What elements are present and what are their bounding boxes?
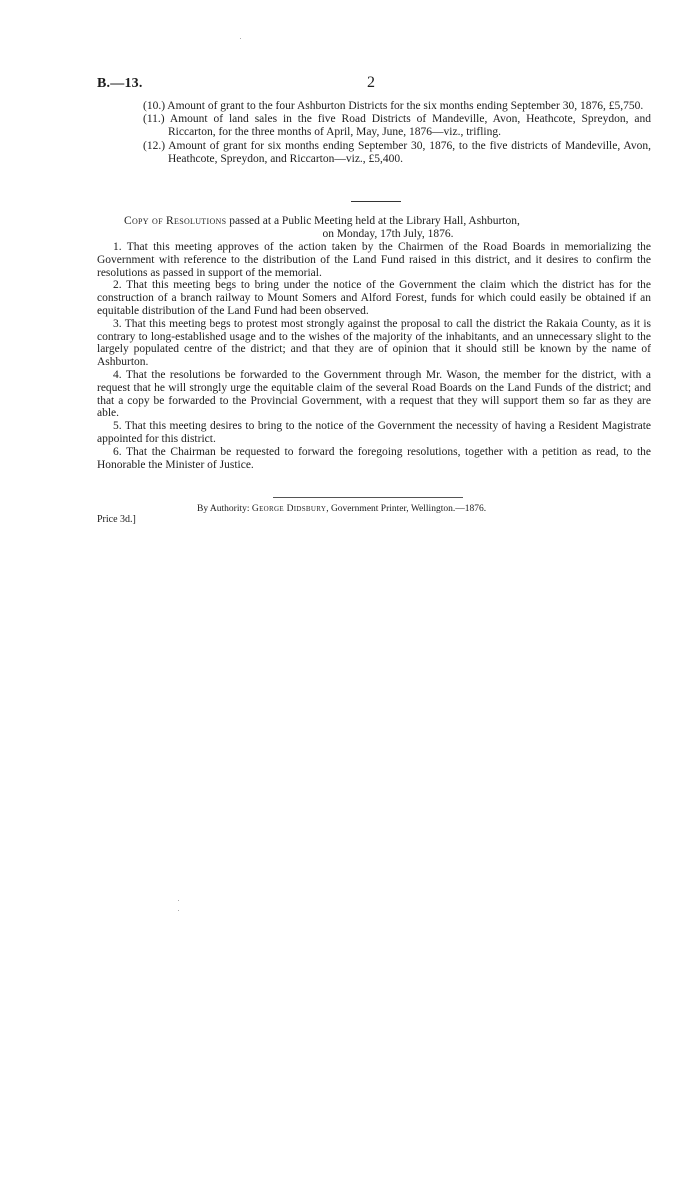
resolution-paragraph: 2. That this meeting begs to bring under the notice of the Government the claim which the district has for the construction of a branch railway to Mount Somers and Alford Forest, funds for which could easily be obtained if an equitable distribution of the Land Fund had been observed. <box>97 279 651 317</box>
price-label: Price 3d.] <box>97 514 136 525</box>
scan-speck <box>178 910 179 911</box>
list-item: (10.) Amount of grant to the four Ashburton Districts for the six months ending September 30, 1876, £5,750. <box>143 100 644 112</box>
section-divider <box>351 201 401 202</box>
document-reference: B.—13. <box>97 76 143 91</box>
scan-speck <box>178 900 179 901</box>
resolution-paragraph: 3. That this meeting begs to protest most strongly against the proposal to call the district the Rakaia County, as it is contrary to long-established usage and to the wishes of the majority of the inhabitants, and an unnecessary slight to the largely populated centre of the district; and that they are of opinion that it should still be known by the name of Ashburton. <box>97 317 651 369</box>
resolution-paragraph: 4. That the resolutions be forwarded to the Government through Mr. Wason, the member for the district, with a request that he will strongly urge the equitable claim of the several Road Boards on the Land Funds of the district; and that a copy be forwarded to the Provincial Government, with a request that they will support them so far as they are able. <box>97 368 651 420</box>
imprint-suffix: , Government Printer, Wellington.—1876. <box>326 504 487 514</box>
page-number: 2 <box>367 74 375 91</box>
imprint-prefix: By Authority: <box>197 504 252 514</box>
scan-speck <box>240 38 241 39</box>
heading-rest: passed at a Public Meeting held at the Library Hall, Ashburton, <box>226 215 520 227</box>
footer-divider <box>273 497 463 498</box>
printer-name: George Didsbury <box>251 504 327 514</box>
heading-lead: Copy of Resolutions <box>124 215 227 227</box>
resolution-paragraph: 1. That this meeting approves of the action taken by the Chairmen of the Road Boards in memorializing the Government with reference to the distribution of the Land Fund raised in this district, and it desires to confirm the resolutions as passed in support of the memorial. <box>97 241 651 279</box>
list-item: (12.) Amount of grant for six months ending September 30, 1876, to the five districts of Mandeville, Avon, Heathcote, Spreydon, and Riccarton—viz., £5,400. <box>143 139 651 165</box>
resolutions-heading <box>97 215 651 241</box>
printer-imprint <box>197 504 486 514</box>
heading-date: on Monday, 17th July, 1876. <box>322 228 454 241</box>
list-item: (11.) Amount of land sales in the five Road Districts of Mandeville, Avon, Heathcote, Spreydon, and Riccarton, for the three months of April, May, June, 1876—viz., trifling. <box>143 113 651 139</box>
grant-list <box>97 100 651 166</box>
resolution-paragraph: 6. That the Chairman be requested to forward the foregoing resolutions, together with a petition as read, to the Honorable the Minister of Justice. <box>97 445 651 471</box>
resolution-paragraph: 5. That this meeting desires to bring to the notice of the Government the necessity of having a Resident Magistrate appointed for this district. <box>97 420 651 445</box>
resolutions-body <box>97 241 651 471</box>
